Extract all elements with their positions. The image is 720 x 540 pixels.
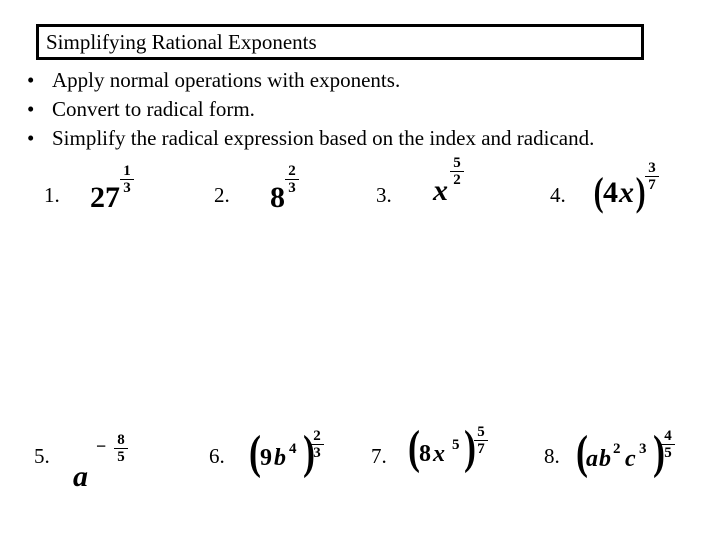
bullet-item: • Convert to radical form. — [24, 95, 594, 124]
problem-1-number: 1. — [44, 183, 60, 207]
problem-2-base: 8 — [270, 181, 285, 214]
slide-title-box — [36, 24, 644, 60]
problem-5-exponent: 8 5 — [114, 432, 128, 465]
problem-3-base: x — [433, 174, 448, 207]
problem-2-number: 2. — [214, 183, 230, 207]
bullet-list — [24, 66, 594, 153]
problem-8-number: 8. — [544, 444, 560, 468]
problem-5-base: a — [73, 460, 88, 493]
problem-6-inner-power: 4 — [289, 441, 297, 457]
problem-6-variable: b — [274, 445, 286, 471]
bullet-dot: • — [27, 68, 35, 92]
problem-7-number: 7. — [371, 444, 387, 468]
problem-3-exponent: 5 2 — [450, 155, 464, 188]
problem-8-var-a: a — [586, 446, 598, 472]
problem-1-base: 27 — [90, 181, 120, 214]
bullet-item: • Simplify the radical expression based on the index and radicand. — [24, 124, 594, 153]
problem-1-exponent: 1 3 — [120, 163, 134, 196]
problem-4-exponent: 3 7 — [645, 160, 659, 193]
problem-8-b-power: 2 — [613, 441, 621, 457]
problem-4-coefficient: 4 — [603, 176, 618, 209]
problem-7-coefficient: 8 — [419, 441, 431, 467]
bullet-dot: • — [27, 126, 35, 150]
problem-3-number: 3. — [376, 183, 392, 207]
problem-8-exponent: 4 5 — [661, 428, 675, 461]
problem-8-var-c: c — [625, 446, 636, 472]
problem-5-number: 5. — [34, 444, 50, 468]
problem-6-number: 6. — [209, 444, 225, 468]
problem-2-exponent: 2 3 — [285, 163, 299, 196]
slide-title: Simplifying Rational Exponents — [46, 30, 317, 54]
problem-4-variable: x — [619, 176, 634, 209]
problem-8-var-b: b — [599, 446, 611, 472]
problem-6-exponent: 2 3 — [310, 428, 324, 461]
problem-7-exponent: 5 7 — [474, 424, 488, 457]
bullet-item: • Apply normal operations with exponents. — [24, 66, 594, 95]
problem-5-sign: − — [96, 436, 107, 456]
problem-8-c-power: 3 — [639, 441, 647, 457]
problem-6-coefficient: 9 — [260, 445, 272, 471]
bullet-dot: • — [27, 97, 35, 121]
problem-4-number: 4. — [550, 183, 566, 207]
problem-7-variable: x — [433, 441, 445, 467]
problem-7-inner-power: 5 — [452, 437, 460, 453]
